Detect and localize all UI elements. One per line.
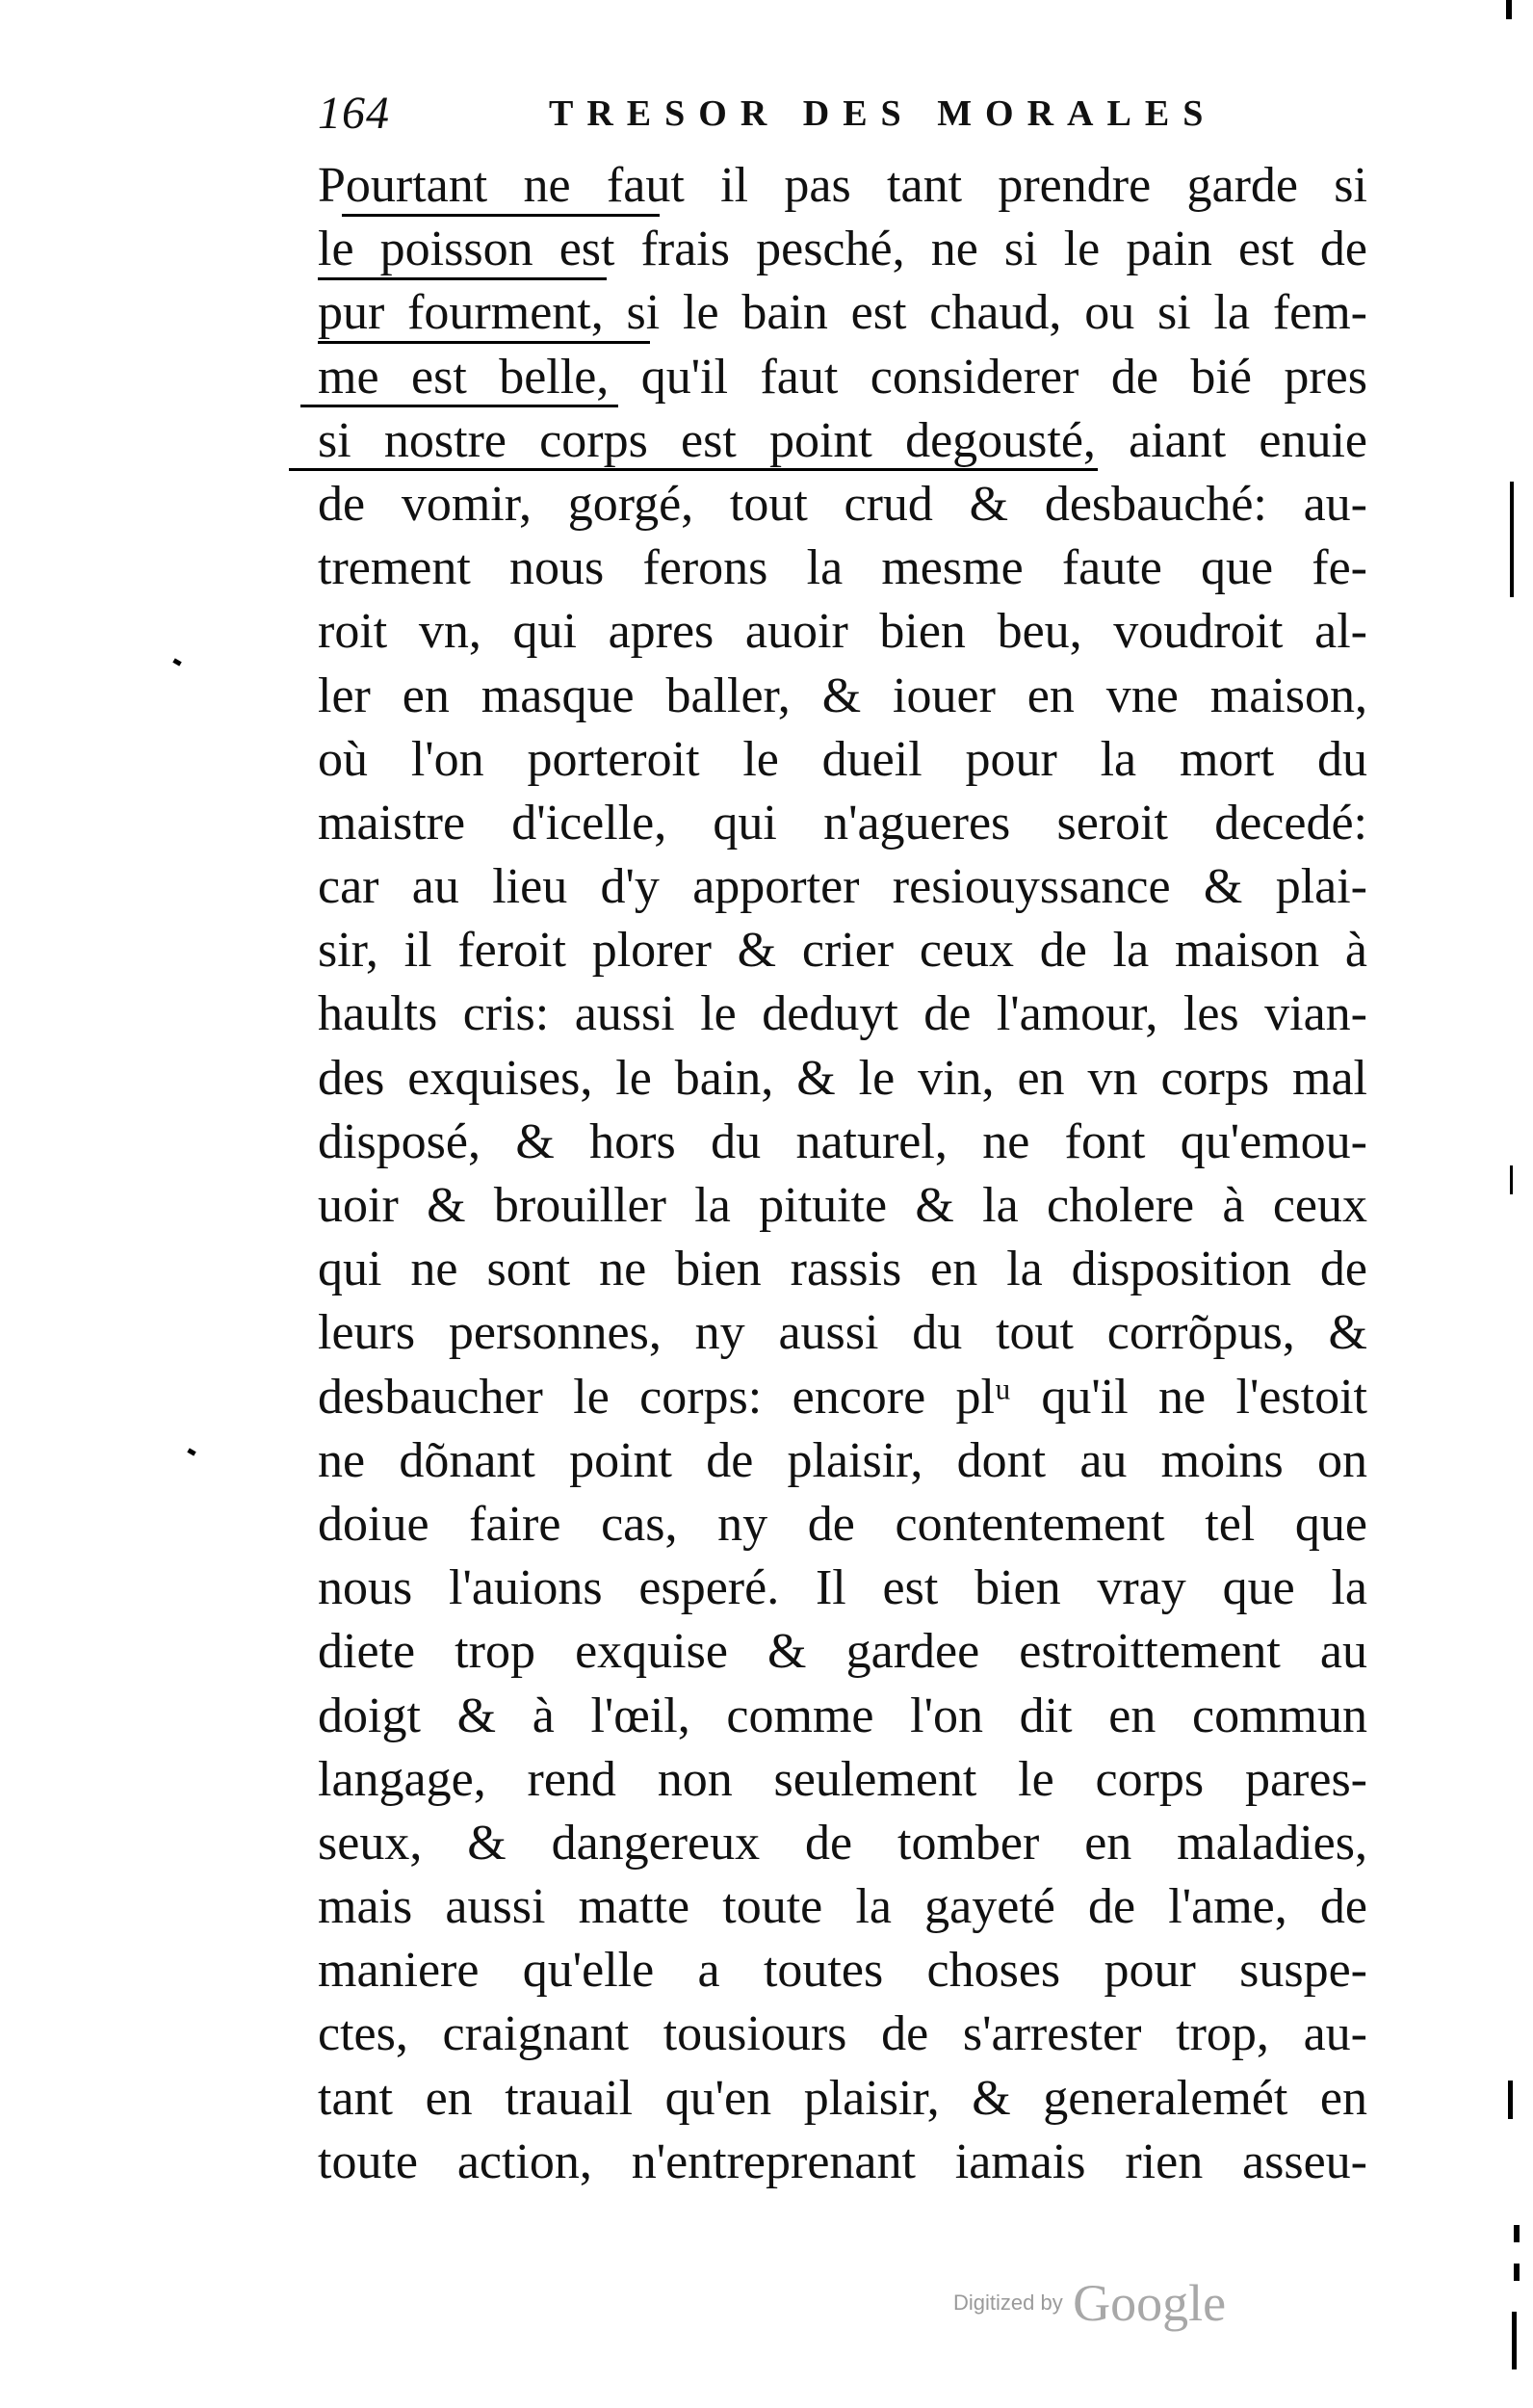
text-line: mais aussi matte toute la gayeté de l'ame, de <box>318 1879 1367 1935</box>
text-line: me est belle, qu'il faut considerer de bié pres <box>318 349 1367 405</box>
digitized-stamp <box>953 2273 1226 2333</box>
text-line: diete trop exquise & gardee estroittement au <box>318 1624 1367 1680</box>
text-line: ler en masque baller, & iouer en vne maison, <box>318 667 1367 723</box>
handwritten-underline <box>342 214 660 217</box>
handwritten-underline <box>318 277 607 280</box>
body-text <box>318 154 1367 2194</box>
handwritten-underline <box>289 468 1098 471</box>
text-line: ctes, craignant tousiours de s'arrester trop, au- <box>318 2006 1367 2062</box>
text-line: où l'on porteroit le dueil pour la mort du <box>318 731 1367 787</box>
edge-artifact <box>1512 2312 1517 2369</box>
text-line: doiue faire cas, ny de contentement tel que <box>318 1496 1367 1552</box>
text-line: maistre d'icelle, qui n'agueres seroit decedé: <box>318 795 1367 851</box>
edge-artifact <box>1510 1165 1513 1194</box>
edge-artifact <box>1514 2225 1520 2242</box>
page-header <box>318 87 1281 154</box>
handwritten-underline <box>300 405 618 407</box>
text-line: qui ne sont ne bien rassis en la disposition de <box>318 1242 1367 1297</box>
text-line: pur fourment, si le bain est chaud, ou si la fem- <box>318 285 1367 341</box>
text-line: toute action, n'entreprenant iamais rien asseu- <box>318 2133 1367 2189</box>
text-line: tant en trauail qu'en plaisir, & generalemét en <box>318 2070 1367 2126</box>
text-line: car au lieu d'y apporter resiouyssance & plai- <box>318 859 1367 915</box>
text-line: Pourtant ne faut il pas tant prendre garde si <box>318 158 1367 213</box>
text-line: leurs personnes, ny aussi du tout corrõpus, & <box>318 1305 1367 1361</box>
text-line: sir, il feroit plorer & crier ceux de la maison à <box>318 923 1367 979</box>
text-line: maniere qu'elle a toutes choses pour suspe- <box>318 1943 1367 1999</box>
text-line: doigt & à l'œil, comme l'on dit en commun <box>318 1688 1367 1743</box>
edge-artifact <box>1514 2264 1520 2281</box>
scan-edge <box>1504 0 1533 2408</box>
margin-speck <box>187 1448 195 1455</box>
page-number: 164 <box>318 88 390 139</box>
text-line: nous l'auions esperé. Il est bien vray que la <box>318 1560 1367 1616</box>
text-line: des exquises, le bain, & le vin, en vn corps mal <box>318 1050 1367 1106</box>
edge-artifact <box>1510 482 1514 597</box>
text-line: desbaucher le corps: encore plᵘ qu'il ne l'estoit <box>318 1369 1367 1425</box>
text-line: seux, & dangereux de tomber en maladies, <box>318 1815 1367 1871</box>
margin-speck <box>172 658 181 666</box>
text-line: si nostre corps est point degousté, aiant enuie <box>318 412 1367 468</box>
google-logo: Google <box>1073 2274 1227 2332</box>
edge-artifact <box>1506 0 1512 19</box>
text-line: le poisson est frais pesché, ne si le pain est de <box>318 222 1367 277</box>
text-line: langage, rend non seulement le corps pares- <box>318 1751 1367 1807</box>
text-line: disposé, & hors du naturel, ne font qu'emou- <box>318 1113 1367 1169</box>
text-line: ne dõnant point de plaisir, dont au moins on <box>318 1432 1367 1488</box>
running-title: TRESOR DES MORALES <box>549 93 1217 134</box>
text-line: de vomir, gorgé, tout crud & desbauché: au- <box>318 476 1367 532</box>
text-line: roit vn, qui apres auoir bien beu, voudroit al- <box>318 604 1367 660</box>
text-line: haults cris: aussi le deduyt de l'amour, les vian- <box>318 986 1367 1042</box>
text-line: uoir & brouiller la pituite & la cholere à ceux <box>318 1178 1367 1233</box>
handwritten-underline <box>318 341 650 344</box>
edge-artifact <box>1508 2081 1513 2119</box>
digitized-label: Digitized by <box>953 2290 1063 2315</box>
text-line: trement nous ferons la mesme faute que fe- <box>318 540 1367 596</box>
